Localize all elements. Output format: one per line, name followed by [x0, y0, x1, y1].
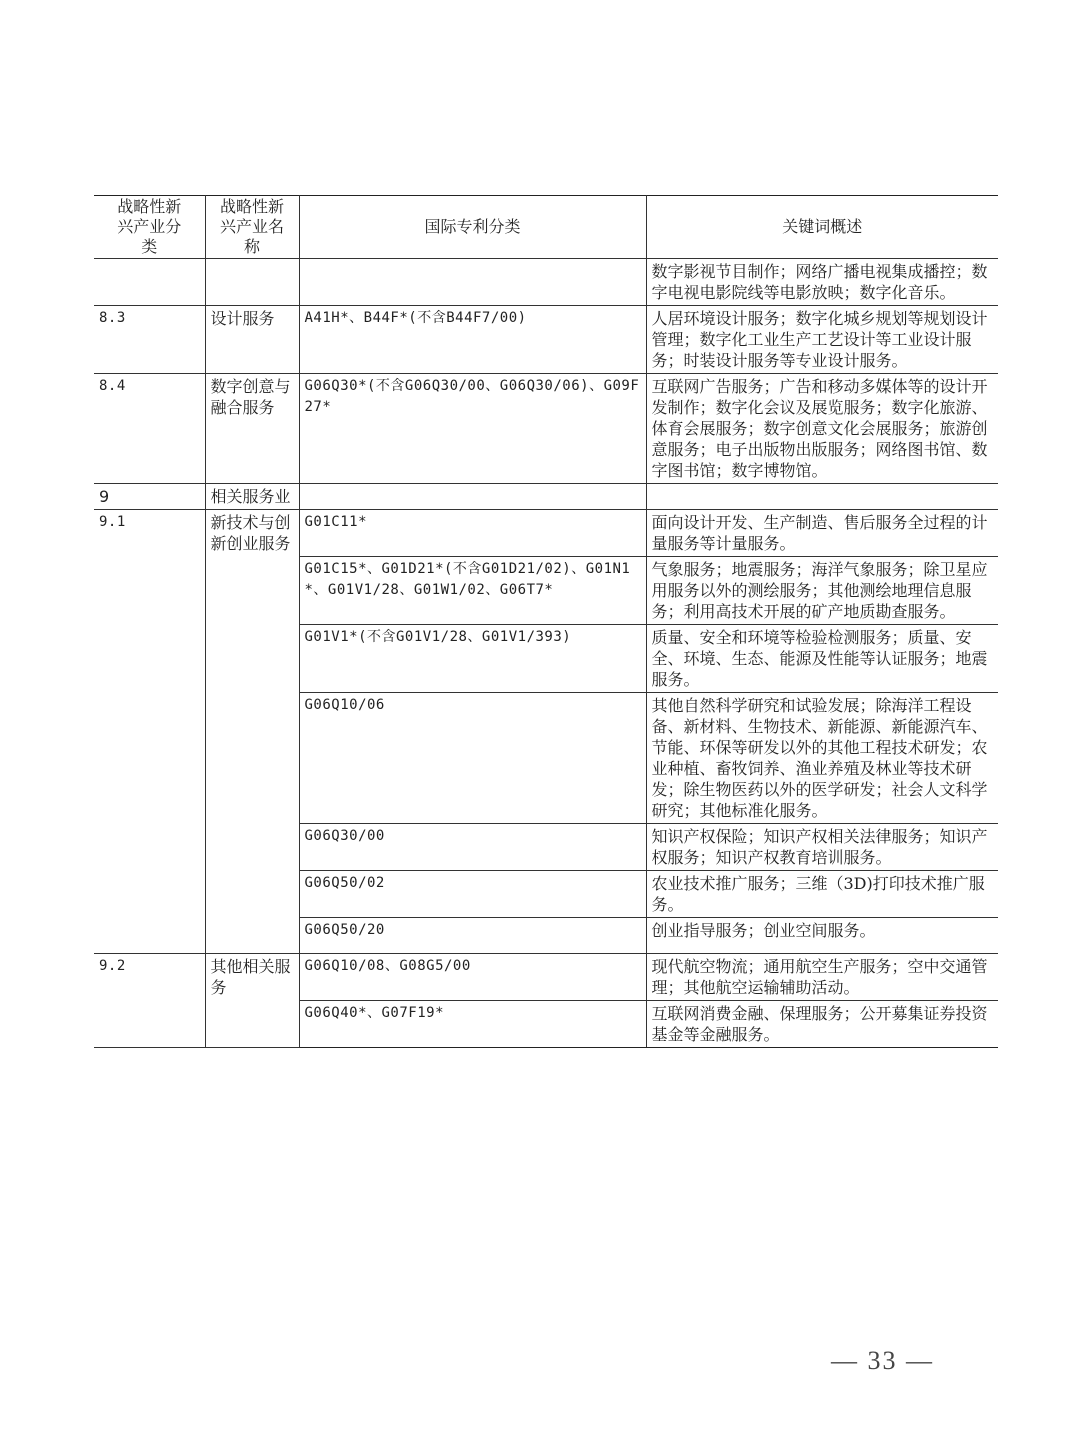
- ipc-cell: A41H*、B44F*(不含B44F7/00): [299, 306, 646, 374]
- category-cell: 9.2: [94, 954, 205, 1048]
- category-cell: 8.3: [94, 306, 205, 374]
- category-cell: 9.1: [94, 510, 205, 954]
- keywords-cell: 创业指导服务；创业空间服务。: [646, 918, 998, 954]
- keywords-cell: 气象服务；地震服务；海洋气象服务；除卫星应用服务以外的测绘服务；其他测绘地理信息服务；利用高技术开展的矿产地质勘查服务。: [646, 557, 998, 625]
- name-cell: 相关服务业: [205, 484, 299, 510]
- header-keywords: 关键词概述: [646, 196, 998, 259]
- table-row: [94, 374, 998, 484]
- name-cell: 设计服务: [205, 306, 299, 374]
- keywords-cell: 互联网消费金融、保理服务；公开募集证券投资基金等金融服务。: [646, 1001, 998, 1048]
- table-row: [94, 306, 998, 374]
- table-row: [94, 510, 998, 557]
- keywords-cell: 现代航空物流；通用航空生产服务；空中交通管理；其他航空运输辅助活动。: [646, 954, 998, 1001]
- name-cell: [205, 259, 299, 306]
- keywords-cell: 其他自然科学研究和试验发展；除海洋工程设备、新材料、生物技术、新能源、新能源汽车、节能、环保等研发以外的其他工程技术研发；农业种植、畜牧饲养、渔业养殖及林业等技术研发；除生物医药以外的医学研发；社会人文科学研究；其他标准化服务。: [646, 693, 998, 824]
- ipc-cell: G06Q30/00: [299, 824, 646, 871]
- table-row: [94, 954, 998, 1001]
- name-cell: 数字创意与融合服务: [205, 374, 299, 484]
- table-row: [94, 484, 998, 510]
- header-name: 战略性新兴产业名称: [205, 196, 299, 259]
- ipc-cell: G06Q50/20: [299, 918, 646, 954]
- keywords-cell: 面向设计开发、生产制造、售后服务全过程的计量服务等计量服务。: [646, 510, 998, 557]
- ipc-cell: [299, 259, 646, 306]
- keywords-cell: 互联网广告服务；广告和移动多媒体等的设计开发制作；数字化会议及展览服务；数字化旅游、体育会展服务；数字创意文化会展服务；旅游创意服务；电子出版物出版服务；网络图书馆、数字图书馆；数字博物馆。: [646, 374, 998, 484]
- ipc-cell: G06Q10/06: [299, 693, 646, 824]
- ipc-cell: G06Q50/02: [299, 871, 646, 918]
- table-header-row: [94, 196, 998, 259]
- ipc-cell: G01V1*(不含G01V1/28、G01V1/393): [299, 625, 646, 693]
- page-number-text: — 33 —: [831, 1346, 934, 1375]
- ipc-cell: G06Q40*、G07F19*: [299, 1001, 646, 1048]
- keywords-cell: 质量、安全和环境等检验检测服务；质量、安全、环境、生态、能源及性能等认证服务；地震服务。: [646, 625, 998, 693]
- keywords-cell: 农业技术推广服务；三维（3D)打印技术推广服务。: [646, 871, 998, 918]
- keywords-cell: 人居环境设计服务；数字化城乡规划等规划设计管理；数字化工业生产工艺设计等工业设计服务；时装设计服务等专业设计服务。: [646, 306, 998, 374]
- keywords-cell: 数字影视节目制作；网络广播电视集成播控；数字电视电影院线等电影放映；数字化音乐。: [646, 259, 998, 306]
- ipc-cell: G06Q30*(不含G06Q30/00、G06Q30/06)、G09F27*: [299, 374, 646, 484]
- page-number: [0, 1346, 1080, 1376]
- table-row: [94, 259, 998, 306]
- ipc-cell: G01C11*: [299, 510, 646, 557]
- ipc-cell: G06Q10/08、G08G5/00: [299, 954, 646, 1001]
- keywords-cell: 知识产权保险；知识产权相关法律服务；知识产权服务；知识产权教育培训服务。: [646, 824, 998, 871]
- category-cell: 8.4: [94, 374, 205, 484]
- keywords-cell: [646, 484, 998, 510]
- name-cell: 新技术与创新创业服务: [205, 510, 299, 954]
- category-cell: 9: [94, 484, 205, 510]
- header-category: 战略性新兴产业分类: [94, 196, 205, 259]
- ipc-cell: G01C15*、G01D21*(不含G01D21/02)、G01N1*、G01V1/28、G01W1/02、G06T7*: [299, 557, 646, 625]
- header-ipc: 国际专利分类: [299, 196, 646, 259]
- category-cell: [94, 259, 205, 306]
- name-cell: 其他相关服务: [205, 954, 299, 1048]
- industry-classification-table: [94, 195, 998, 1048]
- ipc-cell: [299, 484, 646, 510]
